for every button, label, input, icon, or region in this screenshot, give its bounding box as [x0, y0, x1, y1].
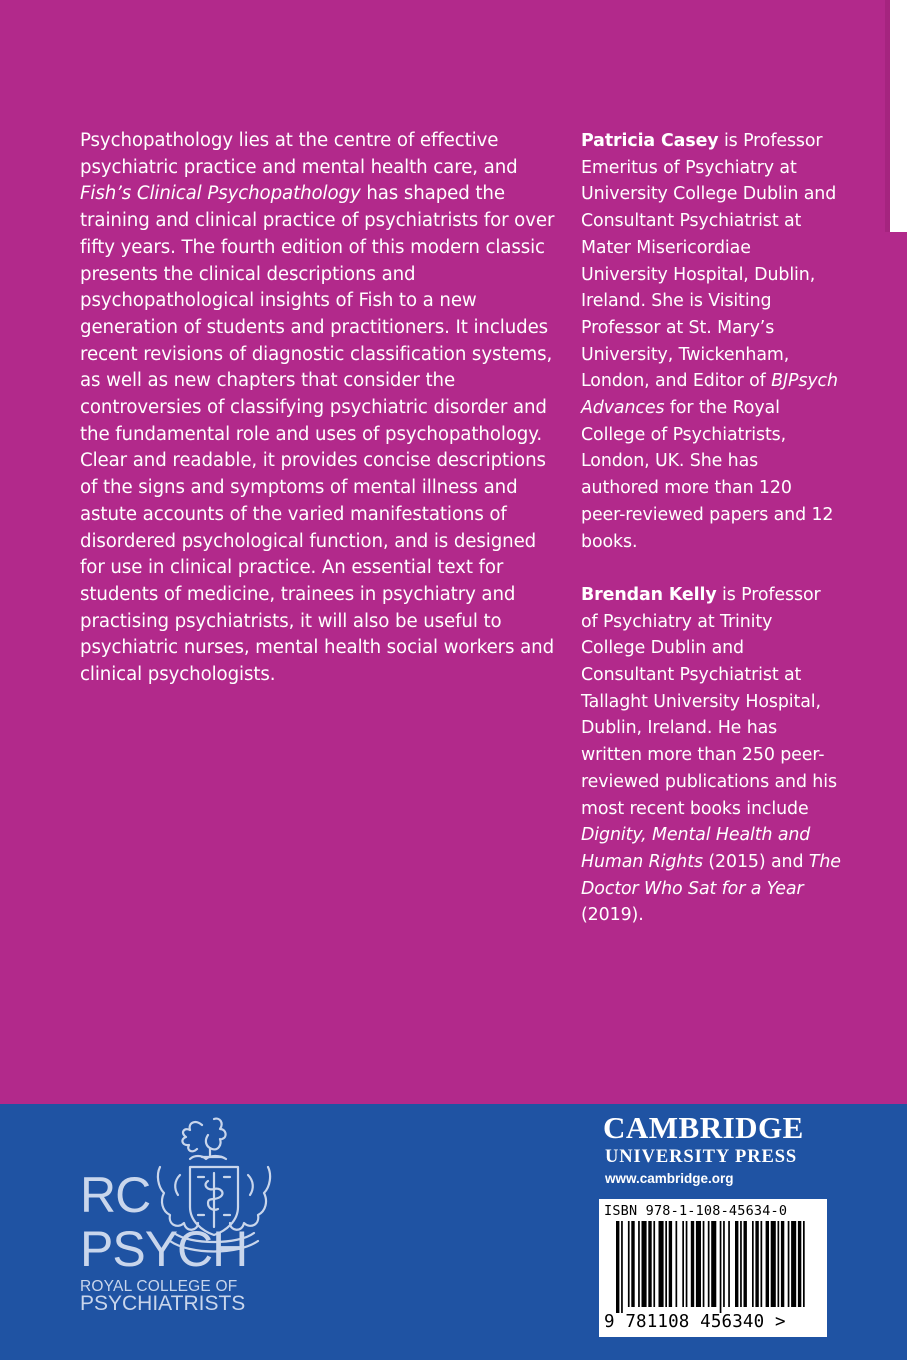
barcode-bar — [781, 1221, 784, 1307]
author-bios — [581, 128, 841, 956]
barcode-bar — [766, 1221, 769, 1307]
description-text-2: has shaped the training and clinical practice of psychiatrists for over fifty years. The fourth edition of this modern classic presents the clinical descriptions and psychopathological insights of Fish to a new generation of students and practitioners. It includes recent revisions of diagnostic classification systems, as well as new chapters that consider the controversies of classifying psychiatric disorder and the fundamental role and uses of psychopathology. Clear and readable, it provides concise descriptions of the signs and symptoms of mental illness and astute accounts of the varied manifestations of disordered psychological function, and is designed for use in clinical practice. An essential text for students of medicine, trainees in psychiatry and practising psychiatrists, it will also be useful to psychiatric nurses, mental health social workers and clinical psychologists. — [80, 183, 555, 686]
bio-kelly-text-2: (2015) and — [702, 851, 809, 872]
publisher-name: CAMBRIDGE — [603, 1110, 804, 1145]
barcode-bar — [669, 1221, 672, 1307]
barcode-bar — [653, 1221, 655, 1307]
rcpsych-logo-psychiatrists: PSYCHIATRISTS — [80, 1292, 246, 1315]
barcode-bar — [682, 1221, 684, 1307]
barcode-bar — [686, 1221, 688, 1307]
barcode-bar — [648, 1221, 651, 1307]
rcpsych-logo-psych: PSYCH — [80, 1221, 248, 1277]
author-name-casey: Patricia Casey — [581, 131, 719, 151]
barcode-bar — [621, 1221, 623, 1313]
book-description — [80, 128, 560, 689]
barcode-bar — [791, 1221, 796, 1307]
rcpsych-logo-rc: RC — [80, 1167, 151, 1223]
barcode-bar — [728, 1221, 730, 1307]
barcode-bar — [676, 1221, 678, 1307]
barcode-bar — [691, 1221, 694, 1307]
bio-patricia-casey — [581, 128, 841, 555]
bio-kelly-text-3: (2019). — [581, 905, 644, 926]
barcode-bar — [631, 1221, 634, 1307]
bio-brendan-kelly — [581, 582, 841, 929]
barcode-bar — [798, 1221, 801, 1307]
barcode-bar — [711, 1221, 716, 1307]
barcode-bar — [723, 1221, 725, 1307]
barcode-bar — [659, 1221, 664, 1307]
barcode-bar — [638, 1221, 640, 1307]
barcode-bar — [740, 1221, 742, 1307]
barcode-bar — [696, 1221, 701, 1307]
barcode-bar — [703, 1221, 705, 1307]
barcode-bar — [744, 1221, 747, 1307]
description-book-title: Fish’s Clinical Psychopathology — [80, 183, 361, 205]
barcode-bar — [752, 1221, 754, 1307]
description-paragraph — [80, 128, 560, 689]
rcpsych-logo-royal-college-of: ROYAL COLLEGE OF — [80, 1278, 238, 1295]
bio-kelly-book-2: The Doctor Who Sat for a Year — [581, 851, 841, 899]
isbn-label: ISBN 978-1-108-45634-0 — [604, 1203, 788, 1219]
barcode-bar — [761, 1221, 763, 1307]
barcode-icon — [602, 1221, 824, 1313]
bio-kelly-book-1: Dignity, Mental Health and Human Rights — [581, 825, 811, 872]
publisher-press: UNIVERSITY PRESS — [605, 1147, 798, 1167]
barcode-bar — [771, 1221, 776, 1307]
barcode-bar — [778, 1221, 780, 1307]
page-edge-strip — [890, 0, 907, 232]
barcode-bar — [616, 1221, 619, 1313]
bio-casey-journal: BJPsych Advances — [581, 371, 838, 419]
bio-kelly-text-1: is Professor of Psychiatry at Trinity College Dublin and Consultant Psychiatrist at Tallaght University Hospital, Dublin, Ireland. He has written more than 250 peer-reviewed publications and his most recent books include — [581, 584, 837, 819]
barcode-bar — [665, 1221, 667, 1307]
barcode-digits: 9 781108 456340 > — [604, 1312, 786, 1332]
author-name-kelly: Brendan Kelly — [581, 584, 717, 605]
bio-casey-text-2: for the Royal College of Psychiatrists, London, UK. She has authored more than 120 peer-reviewed papers and 12 books. — [581, 398, 834, 552]
barcode-bar — [642, 1221, 647, 1307]
barcode-bar — [628, 1221, 630, 1307]
bio-casey-text-1: is Professor Emeritus of Psychiatry at University College Dublin and Consultant Psychiatrist at Mater Misericordiae University Hospital, Dublin, Ireland. She is Visiting Professor at St. Mary’s University, Twickenham, London, and Editor of — [581, 131, 837, 392]
barcode-bar — [755, 1221, 758, 1307]
barcode-bar — [735, 1221, 738, 1307]
barcode-bar — [708, 1221, 710, 1307]
barcode-bar — [788, 1221, 790, 1307]
barcode-bar — [803, 1221, 805, 1307]
description-text-1: Psychopathology lies at the centre of effective psychiatric practice and mental health care, and — [80, 130, 518, 178]
barcode-bar — [720, 1221, 722, 1313]
publisher-url: www.cambridge.org — [605, 1171, 734, 1186]
